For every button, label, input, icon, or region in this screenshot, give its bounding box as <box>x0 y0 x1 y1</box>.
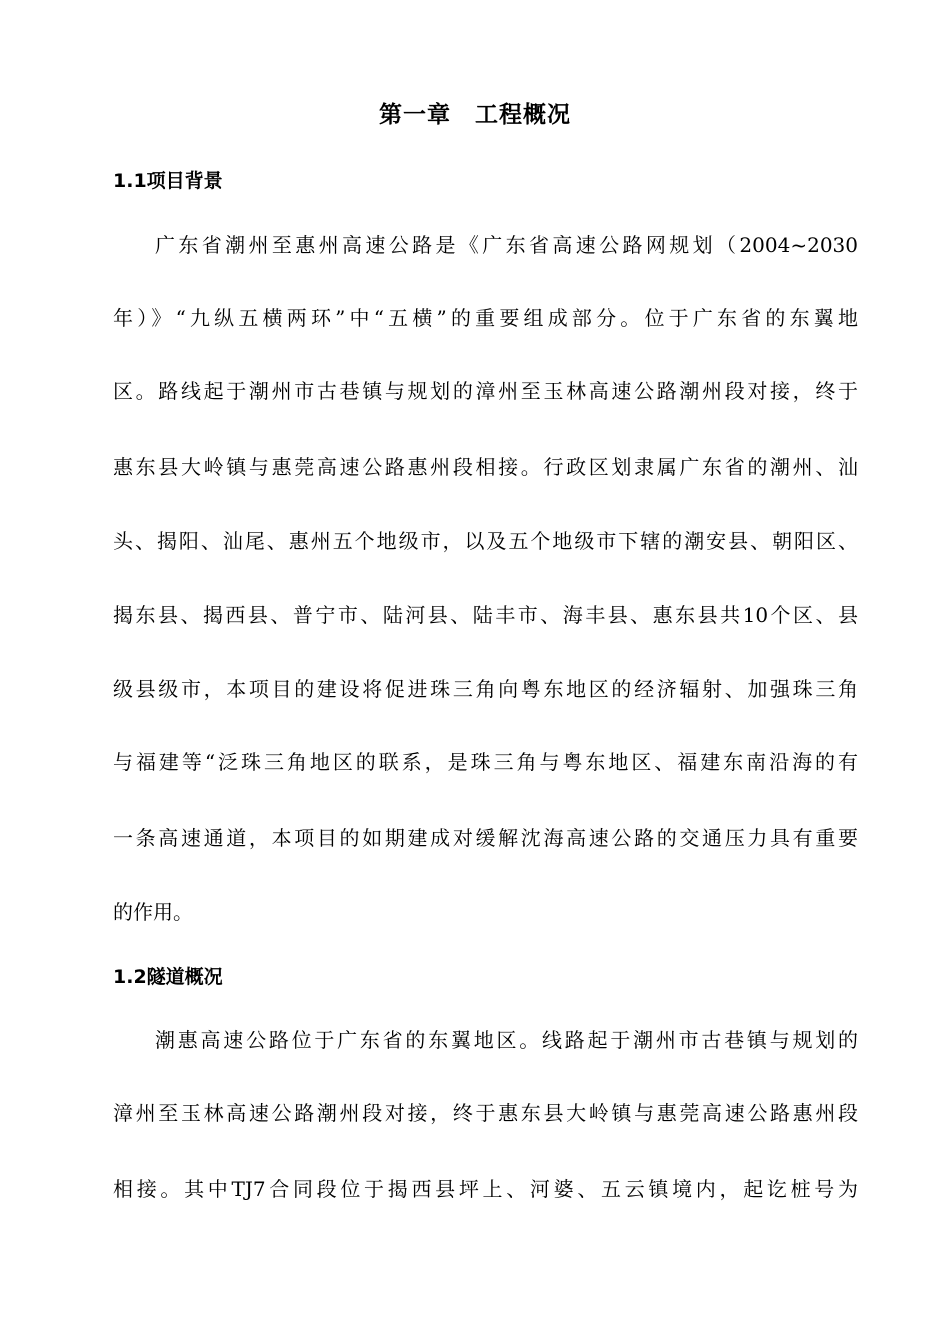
paragraph-line: 区。路线起于潮州市古巷镇与规划的漳州至玉林高速公路潮州段对接，终于 <box>113 379 858 403</box>
paragraph-line: 漳州至玉林高速公路潮州段对接，终于惠东县大岭镇与惠莞高速公路惠州段 <box>113 1101 858 1125</box>
paragraph-line: 的作用。 <box>113 900 193 924</box>
section-heading-1-2: 1.2隧道概况 <box>113 966 223 988</box>
paragraph-line: 潮惠高速公路位于广东省的东翼地区。线路起于潮州市古巷镇与规划的 <box>155 1028 858 1052</box>
paragraph-line: 级县级市，本项目的建设将促进珠三角向粤东地区的经济辐射、加强珠三角 <box>113 677 858 701</box>
paragraph-line: 头、揭阳、汕尾、惠州五个地级市，以及五个地级市下辖的潮安县、朝阳区、 <box>113 529 858 553</box>
chapter-title: 第一章 工程概况 <box>379 102 571 128</box>
paragraph-line: 广东省潮州至惠州高速公路是《广东省高速公路网规划（2004~2030 <box>155 233 858 257</box>
paragraph-line: 与福建等“泛珠三角地区的联系，是珠三角与粤东地区、福建东南沿海的有 <box>113 750 858 774</box>
paragraph-line: 年）》“九纵五横两环”中“五横”的重要组成部分。位于广东省的东翼地 <box>113 306 858 330</box>
section-heading-1-1: 1.1项目背景 <box>113 170 223 192</box>
paragraph-line: 相接。其中TJ7合同段位于揭西县坪上、河婆、五云镇境内，起讫桩号为 <box>113 1177 858 1201</box>
paragraph-line: 揭东县、揭西县、普宁市、陆河县、陆丰市、海丰县、惠东县共10个区、县 <box>113 603 858 627</box>
paragraph-line: 一条高速通道，本项目的如期建成对缓解沈海高速公路的交通压力具有重要 <box>113 826 858 850</box>
paragraph-line: 惠东县大岭镇与惠莞高速公路惠州段相接。行政区划隶属广东省的潮州、汕 <box>113 455 858 479</box>
